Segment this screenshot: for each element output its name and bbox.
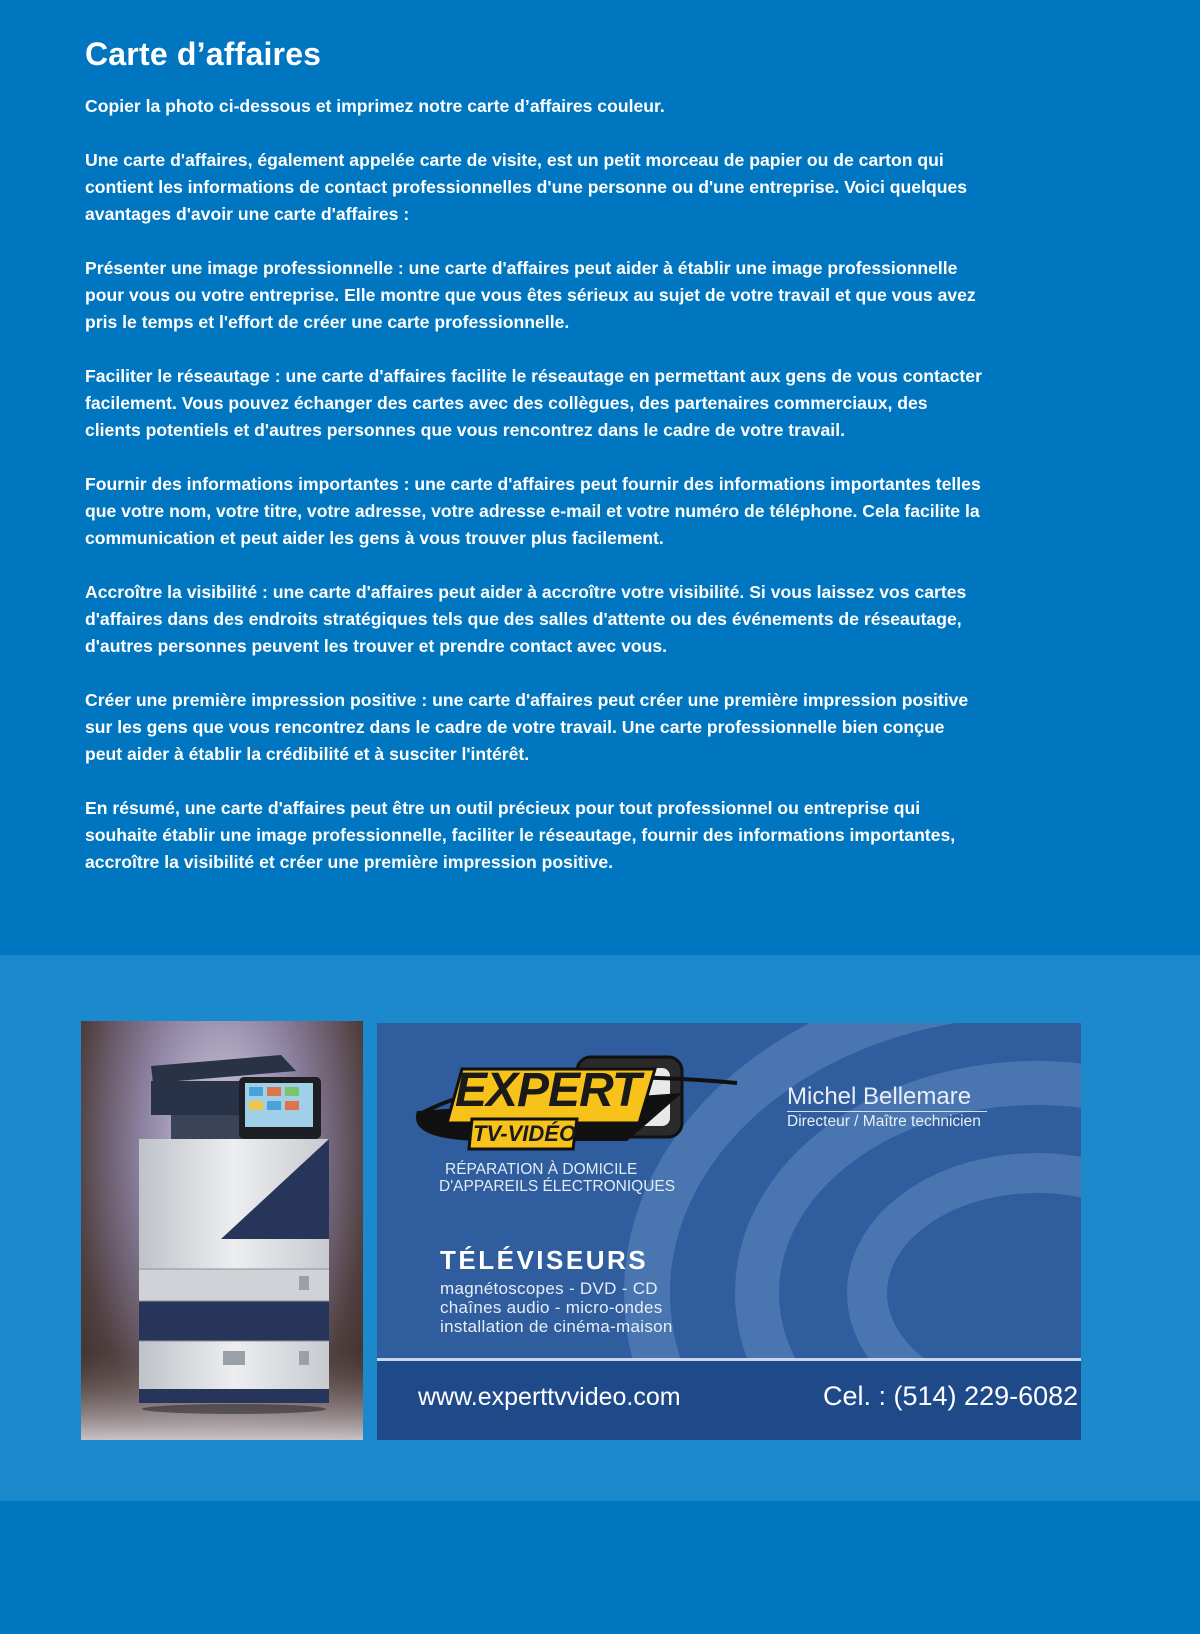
phone-number[interactable]: Cel. : (514) 229-6082 (823, 1381, 1079, 1411)
body-paragraph: Créer une première impression positive : une carte d'affaires peut créer une première impression positive sur les gens que vous rencontrez dans le cadre de votre travail. Une carte professionnelle bien conçue peut aider à établir la crédibilité et à susciter l'intérêt. (85, 690, 969, 764)
tagline-line-2: D'APPAREILS ÉLECTRONIQUES (439, 1178, 676, 1195)
image-band (0, 955, 1200, 1501)
printer-photo (81, 1021, 363, 1440)
body-paragraph: Fournir des informations importantes : une carte d'affaires peut fournir des informations importantes telles que votre nom, votre titre, votre adresse, votre adresse e-mail et votre numéro de téléphone. Cela facilite la communication et peut aider les gens à vous trouver plus facilement. (85, 474, 981, 548)
logo-sub-text: TV-VIDÉO (473, 1121, 577, 1146)
body-paragraph: Accroître la visibilité : une carte d'affaires peut aider à accroître votre visibilité. Si vous laissez vos cartes d'affaires dans des endroits stratégiques tels que des salles d'attente ou des événements de réseautage, d'autres personnes peuvent les trouver et prendre contact avec vous. (85, 582, 967, 656)
logo-main-text: EXPERT (455, 1064, 641, 1117)
intro-paragraph: Copier la photo ci-dessous et imprimez notre carte d’affaires couleur. (85, 96, 665, 116)
service-line: installation de cinéma-maison (440, 1317, 673, 1336)
article (85, 36, 985, 876)
contact-name: Michel Bellemare (787, 1083, 972, 1110)
body-paragraph: Faciliter le réseautage : une carte d'affaires facilite le réseautage en permettant aux gens de vous contacter facilement. Vous pouvez échanger des cartes avec des collègues, des partenaires commerciaux, des clients potentiels et d'autres personnes que vous rencontrez dans le cadre de votre travail. (85, 366, 982, 440)
contact-role: Directeur / Maître technicien (787, 1113, 981, 1130)
service-line: chaînes audio - micro-ondes (440, 1298, 663, 1317)
printer-illustration (81, 1021, 363, 1440)
service-line: magnétoscopes - DVD - CD (440, 1279, 658, 1298)
services-title: TÉLÉVISEURS (440, 1245, 649, 1275)
name-underline (787, 1111, 987, 1112)
website-link[interactable]: www.experttvvideo.com (418, 1383, 681, 1411)
page-title: Carte d’affaires (85, 36, 322, 72)
summary-paragraph: En résumé, une carte d'affaires peut être un outil précieux pour tout professionnel ou entreprise qui souhaite établir une image professionnelle, faciliter le réseautage, fournir des informations importantes, accroître la visibilité et créer une première impression positive. (85, 798, 956, 872)
tagline-line-1: RÉPARATION À DOMICILE (445, 1161, 638, 1178)
business-card (377, 1023, 1081, 1440)
body-paragraph: Présenter une image professionnelle : une carte d'affaires peut aider à établir une image professionnelle pour vous ou votre entreprise. Elle montre que vous êtes sérieux au sujet de votre travail et que vous avez pris le temps et l'effort de créer une carte professionnelle. (85, 258, 976, 332)
body-paragraph: Une carte d'affaires, également appelée carte de visite, est un petit morceau de papier ou de carton qui contient les informations de contact professionnelles d'une personne ou d'une entreprise. Voici quelques avantages d'avoir une carte d'affaires : (85, 150, 968, 224)
